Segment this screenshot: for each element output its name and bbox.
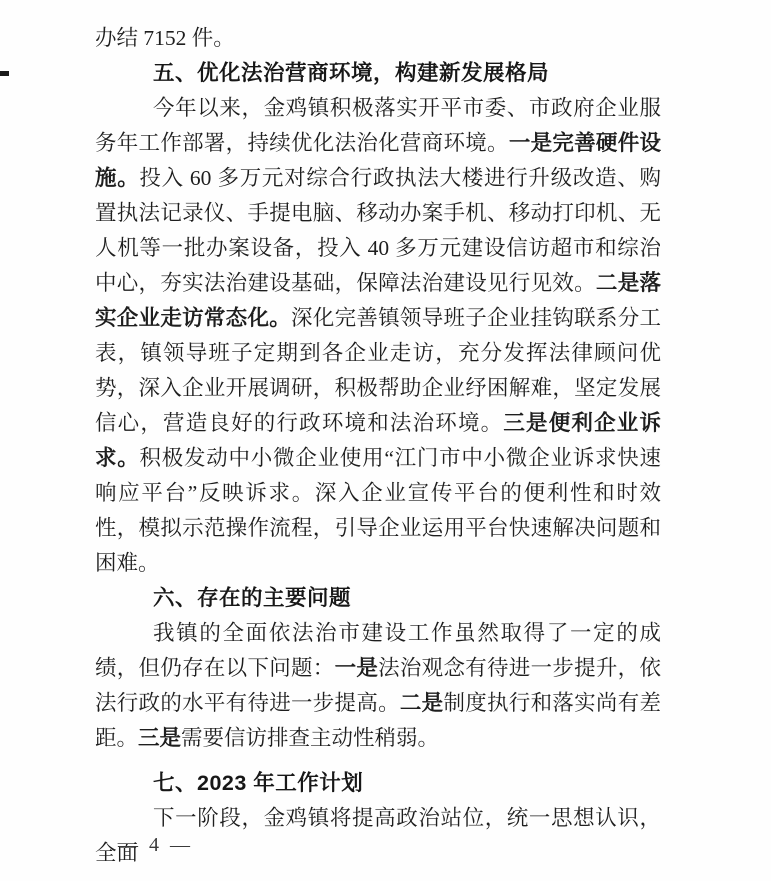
text-run: 下一阶段，金鸡镇将提高政治站位，统一思想认识，全面	[95, 806, 661, 865]
text-run: 我镇的全面依法治市建设工作虽然取得了一定的成绩，但仍存在以下问题：	[95, 621, 661, 680]
paragraph	[95, 91, 661, 581]
text-run: 法治观念有待进一步提升，依法行政的水平有待进一步提高。	[95, 656, 661, 715]
text-run: 需要信访排查主动性稍弱。	[181, 726, 440, 750]
text-run: 今年以来，金鸡镇积极落实开平市委、市政府企业服务年工作部署，持续优化法治化营商环境。	[95, 96, 661, 155]
section-heading: 七、2023 年工作计划	[153, 771, 364, 795]
text-run: 办结 7152 件。	[95, 26, 235, 50]
bold-text-run: 三是便利企业诉求。	[95, 411, 661, 470]
text-run: 深化完善镇领导班子企业挂钩联系分工表，镇领导班子定期到各企业走访，充分发挥法律顾问优势，深入企业开展调研，积极帮助企业纾困解难，坚定发展信心，营造良好的行政环境和法治环境。	[95, 306, 661, 435]
paragraph	[95, 616, 661, 756]
section-heading: 六、存在的主要问题	[153, 586, 352, 610]
text-run: 积极发动中小微企业使用“江门市中小微企业诉求快速响应平台”反映诉求。深入企业宣传平台的便利性和时效性，模拟示范操作流程，引导企业运用平台快速解决问题和困难。	[95, 446, 661, 575]
document-body	[95, 21, 661, 871]
scan-edge-artifact	[0, 71, 9, 76]
page-number: — 4 —	[118, 834, 193, 856]
bold-text-run: 一是	[334, 656, 379, 680]
bold-text-run: 三是	[138, 726, 182, 750]
bold-text-run: 一是完善硬件设施。	[95, 131, 661, 190]
paragraph-continuation	[95, 21, 661, 56]
bold-text-run: 二是落实企业走访常态化。	[95, 271, 661, 330]
bold-text-run: 二是	[399, 691, 444, 715]
text-run: 制度执行和落实尚有差距。	[95, 691, 661, 750]
section-heading: 五、优化法治营商环境，构建新发展格局	[153, 61, 550, 85]
text-run: 投入 60 多万元对综合行政执法大楼进行升级改造、购置执法记录仪、手提电脑、移动办案手机、移动打印机、无人机等一批办案设备，投入 40 多万元建设信访超市和综治中心，夯实法治建设基础，保障法治建设见行见效。	[95, 166, 661, 295]
